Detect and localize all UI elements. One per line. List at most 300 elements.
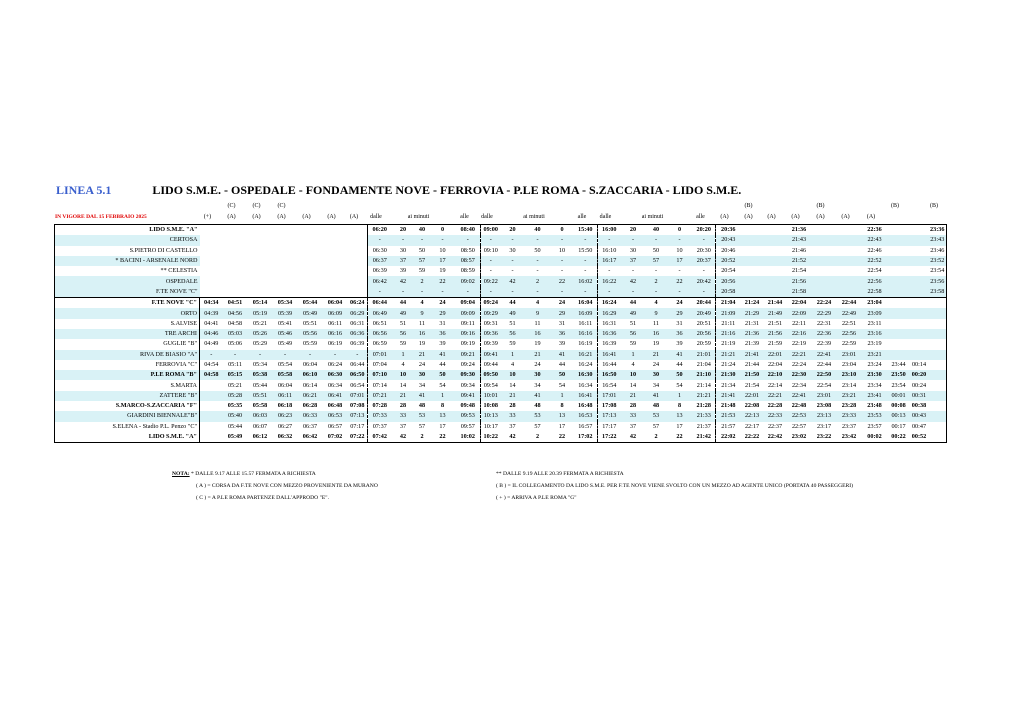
time-cell: 44 (501, 298, 525, 309)
station-name: * BACINI - ARSENALE NORD (55, 256, 200, 266)
time-cell: 22:41 (787, 391, 812, 401)
time-cell: 21:52 (787, 256, 812, 266)
time-cell: 22:01 (764, 350, 787, 360)
time-cell (200, 287, 223, 298)
time-cell: - (678, 267, 681, 275)
time-cell: 59 (418, 267, 426, 275)
time-cell: 20 (399, 226, 407, 234)
time-cell: 06:53 (323, 411, 348, 421)
time-cell: 09:16 (456, 329, 481, 339)
time-cell: 09:31 (483, 319, 498, 327)
time-cell: 06:09 (323, 308, 348, 318)
time-cell: 22:53 (787, 411, 812, 421)
time-cell: 33 (621, 411, 646, 421)
time-cell (200, 235, 223, 245)
table-row (55, 287, 947, 298)
time-cell: 06:11 (273, 391, 298, 401)
time-cell: 07:17 (348, 422, 368, 432)
time-cell: 22 (551, 276, 574, 286)
time-cell: 22:44 (837, 298, 862, 309)
time-cell: 09:22 (481, 276, 501, 286)
time-cell: 44 (558, 361, 566, 368)
time-cell: 16:54 (602, 381, 617, 389)
time-cell: 57 (646, 256, 667, 266)
time-cell: 24 (418, 361, 426, 368)
time-cell: 06:24 (327, 361, 343, 368)
time-cell: 07:28 (372, 402, 387, 410)
time-cell: 29 (430, 308, 456, 318)
time-cell: - (481, 287, 501, 298)
time-cell: 07:04 (372, 361, 387, 368)
time-cell: 21:41 (741, 350, 764, 360)
time-cell (910, 329, 929, 339)
time-cell: 06:56 (368, 329, 392, 339)
time-cell (200, 225, 223, 236)
time-cell: 05:29 (252, 340, 268, 348)
column-header: (B) (891, 203, 899, 209)
time-cell: 09:54 (483, 381, 498, 389)
time-cell: - (598, 287, 621, 298)
time-cell: 22:46 (867, 246, 882, 254)
line-number: LINEA 5.1 (56, 183, 112, 197)
time-cell: 09:24 (481, 298, 501, 309)
time-cell: 06:57 (327, 422, 343, 430)
time-cell: 06:50 (348, 370, 368, 380)
time-cell: 56 (501, 329, 525, 339)
station-name: ** CELESTIA (160, 267, 198, 275)
station-name: ZATTERE "B" (55, 391, 200, 401)
time-cell (248, 266, 273, 276)
time-cell: 05:11 (228, 361, 242, 368)
time-cell: 21:53 (716, 411, 741, 421)
time-cell: 10 (439, 246, 446, 254)
time-cell: 17:01 (598, 391, 621, 401)
time-cell: 21:36 (741, 329, 764, 339)
time-cell (910, 287, 929, 298)
validity-date: IN VIGORE DAL 15 FEBBRAIO 2025 (55, 214, 147, 220)
time-cell (812, 276, 837, 286)
time-cell: 00:22 (891, 433, 906, 441)
time-cell: 07:01 (368, 350, 392, 360)
time-cell: 07:13 (348, 411, 368, 421)
time-cell: - (654, 267, 658, 275)
time-cell (741, 266, 764, 276)
time-cell: 10:22 (483, 433, 498, 441)
time-cell (929, 319, 947, 329)
time-cell: 44 (392, 298, 415, 309)
time-cell: 17 (439, 422, 446, 430)
time-cell (348, 266, 368, 276)
time-cell: 23:48 (867, 402, 882, 410)
time-cell: 23:34 (867, 381, 882, 389)
time-cell: 22 (439, 433, 446, 441)
time-cell: 42 (629, 433, 637, 441)
time-cell (764, 276, 787, 286)
time-cell: 31 (558, 319, 566, 327)
time-cell: 1 (667, 391, 693, 401)
time-cell: 57 (652, 422, 660, 430)
time-cell: 1 (392, 350, 415, 360)
note-a: ( A ) = CORSA DA F.TE NOVE CON MEZZO PROVENIENTE DA MURANO (196, 483, 378, 489)
time-cell: 10 (676, 246, 683, 254)
time-cell: 09:10 (483, 246, 498, 254)
time-cell: 23:44 (891, 361, 906, 368)
table-row (55, 339, 947, 349)
time-cell: 06:39 (368, 266, 392, 276)
time-cell: - (223, 350, 248, 360)
time-cell (348, 287, 368, 298)
time-cell: 05:21 (252, 319, 268, 327)
time-cell: 24 (667, 298, 693, 309)
time-cell: 22:39 (816, 340, 832, 348)
time-cell: 51 (629, 319, 637, 327)
column-header: (B) (930, 203, 938, 209)
time-cell: 22:28 (767, 402, 783, 410)
time-cell: 34 (418, 381, 426, 389)
time-cell: 06:04 (277, 381, 293, 389)
time-cell (273, 256, 298, 266)
time-cell: 00:47 (911, 422, 927, 430)
time-cell: 16:48 (574, 401, 598, 411)
time-cell: 16:31 (602, 319, 617, 327)
time-cell: 05:41 (277, 319, 293, 327)
time-cell: 21:50 (741, 370, 764, 380)
time-cell: 22:04 (767, 361, 783, 368)
time-cell: 08:40 (456, 225, 481, 236)
time-cell: - (646, 235, 667, 245)
time-cell: - (456, 235, 481, 245)
time-cell: 22 (558, 433, 566, 441)
time-cell: - (631, 267, 635, 275)
time-cell: 21:34 (721, 381, 736, 389)
time-cell: 21:14 (693, 380, 716, 390)
time-cell: 57 (415, 256, 430, 266)
column-header: (A) (252, 214, 261, 220)
time-cell: 23:54 (930, 267, 945, 275)
time-cell: - (525, 287, 551, 298)
time-cell: 14 (399, 381, 407, 389)
time-cell: 23:43 (929, 235, 947, 245)
time-cell (888, 298, 910, 309)
time-cell (812, 235, 837, 245)
column-header: alle (696, 214, 705, 220)
time-cell (200, 266, 223, 276)
time-cell: 22:37 (767, 422, 783, 430)
time-cell: 22:36 (867, 226, 882, 234)
time-cell: 04:49 (200, 339, 223, 349)
table-row (55, 360, 947, 370)
time-cell: 21:41 (716, 391, 741, 401)
time-cell: 16 (415, 329, 430, 339)
time-cell: - (525, 256, 551, 266)
time-cell: 16:17 (598, 256, 621, 266)
table-row (55, 308, 947, 318)
time-cell: 21:30 (716, 370, 741, 380)
time-cell: 14 (509, 381, 516, 389)
time-cell: 21:37 (693, 422, 716, 432)
column-header: (B) (744, 203, 753, 209)
time-cell: 05:39 (273, 308, 298, 318)
column-header: dalle (370, 214, 382, 220)
time-cell: 21:46 (791, 246, 807, 254)
time-cell: - (430, 235, 456, 245)
time-cell: 06:07 (252, 422, 268, 430)
time-cell (348, 256, 368, 266)
time-cell: 05:58 (252, 402, 268, 410)
time-cell (298, 266, 323, 276)
time-cell (200, 422, 223, 432)
time-cell: 06:31 (348, 319, 368, 329)
time-cell: 24 (534, 361, 541, 368)
time-cell: - (501, 287, 525, 298)
table-row (55, 319, 947, 329)
time-cell: 31 (439, 319, 446, 327)
time-cell: 23:28 (841, 402, 857, 410)
time-cell: 09:53 (456, 411, 481, 421)
time-cell: 05:34 (273, 298, 298, 309)
time-cell (929, 432, 947, 443)
time-cell: 19 (534, 340, 541, 348)
time-cell (910, 246, 929, 256)
time-cell: 23:42 (841, 433, 857, 441)
time-cell: 37 (509, 422, 516, 430)
time-cell (888, 350, 910, 360)
time-cell: 21:54 (791, 267, 807, 275)
time-cell: 53 (646, 411, 667, 421)
time-cell: 21:10 (693, 370, 716, 380)
time-cell: 06:34 (327, 381, 343, 389)
time-cell (764, 235, 787, 245)
time-cell: 22:49 (837, 308, 862, 318)
note-double-star: ** DALLE 9.19 ALLE 20.39 FERMATA A RICHIESTA (496, 471, 624, 477)
station-name: S.PIETRO DI CASTELLO (129, 246, 198, 254)
time-cell: 23:21 (862, 350, 888, 360)
time-cell: 44 (676, 361, 683, 368)
table-row (55, 401, 947, 411)
time-cell (248, 235, 273, 245)
time-cell (223, 276, 248, 286)
column-header: (A) (277, 214, 286, 220)
time-cell (929, 350, 947, 360)
note-plus: ( + ) = ARRIVA A P.LE ROMA "G" (496, 495, 577, 501)
time-cell: 23:19 (867, 340, 882, 348)
time-cell: 06:51 (372, 319, 387, 327)
time-cell: 04:34 (200, 298, 223, 309)
time-cell: 22:16 (787, 329, 812, 339)
time-cell: 24 (551, 298, 574, 309)
time-cell: 07:02 (327, 433, 343, 441)
time-cell: 06:23 (273, 411, 298, 421)
time-cell: 23:08 (816, 402, 832, 410)
time-cell: 09:39 (483, 340, 498, 348)
time-cell: 00:38 (911, 402, 927, 410)
time-cell: 07:08 (348, 401, 368, 411)
time-cell: 49 (501, 308, 525, 318)
time-cell: 05:34 (252, 361, 268, 368)
time-cell: 16 (525, 329, 551, 339)
time-cell: 23:04 (862, 298, 888, 309)
time-cell (248, 225, 273, 236)
time-cell: 50 (667, 370, 693, 380)
time-cell: 09:48 (456, 401, 481, 411)
time-cell: 09:29 (481, 308, 501, 318)
time-cell: 20:51 (693, 319, 716, 329)
time-cell (323, 287, 348, 298)
time-cell: - (536, 267, 539, 275)
time-cell: 09:41 (481, 350, 501, 360)
time-cell: 9 (525, 308, 551, 318)
time-cell: 53 (415, 411, 430, 421)
time-cell: 59 (509, 340, 516, 348)
time-cell: - (667, 287, 693, 298)
time-cell: 23:17 (816, 422, 832, 430)
time-cell: 21:24 (741, 298, 764, 309)
time-cell: 21:44 (764, 298, 787, 309)
time-cell (223, 225, 248, 236)
column-header: (+) (203, 214, 212, 220)
table-row (55, 380, 947, 390)
time-cell: 41 (525, 391, 551, 401)
time-cell: 22:21 (787, 350, 812, 360)
time-cell: 29 (667, 308, 693, 318)
time-cell: 21:58 (787, 287, 812, 298)
time-cell: 16:21 (574, 350, 598, 360)
time-cell: 23:30 (862, 370, 888, 380)
time-cell (200, 391, 223, 401)
column-header: (A) (791, 214, 800, 220)
time-cell: 05:51 (248, 391, 273, 401)
time-cell: 06:27 (277, 422, 293, 430)
time-cell: 06:37 (368, 256, 392, 266)
time-cell: 23:02 (791, 433, 807, 441)
time-cell (223, 287, 248, 298)
time-cell: 00:24 (911, 381, 927, 389)
time-cell (323, 246, 348, 256)
time-cell: - (574, 256, 598, 266)
time-cell: 22:31 (816, 319, 832, 327)
time-cell: 21:54 (744, 381, 760, 389)
time-cell: 06:54 (348, 380, 368, 390)
table-row (55, 422, 947, 432)
time-cell: 9 (415, 308, 430, 318)
time-cell (348, 276, 368, 286)
time-cell (837, 246, 862, 256)
time-cell (910, 256, 929, 266)
column-header: dalle (599, 214, 612, 220)
timetable (54, 224, 947, 443)
time-cell (741, 235, 764, 245)
time-cell: 05:49 (277, 340, 293, 348)
time-cell (323, 276, 348, 286)
time-cell: 20:52 (716, 256, 741, 266)
time-cell: 14 (629, 381, 637, 389)
time-cell: 23:52 (929, 256, 947, 266)
time-cell (764, 246, 787, 256)
time-cell: 36 (551, 329, 574, 339)
time-cell: 41 (551, 350, 574, 360)
time-cell (888, 339, 910, 349)
time-cell (929, 308, 947, 318)
time-cell: 10:08 (483, 402, 498, 410)
time-cell: 17:22 (602, 433, 617, 441)
time-cell: - (693, 235, 716, 245)
time-cell (298, 256, 323, 266)
time-cell: 23:46 (930, 246, 945, 254)
time-cell (200, 380, 223, 390)
time-cell: 22:41 (812, 350, 837, 360)
time-cell: 23:37 (841, 422, 857, 430)
time-cell: 00:13 (888, 411, 910, 421)
time-cell: 10:02 (456, 432, 481, 443)
column-header: (A) (227, 214, 236, 220)
time-cell: 29 (551, 308, 574, 318)
time-cell: - (248, 350, 273, 360)
time-cell: 06:24 (348, 298, 368, 309)
time-cell: 21:57 (721, 422, 736, 430)
time-cell: 23:54 (891, 381, 906, 389)
time-cell (929, 380, 947, 390)
time-cell: 10 (558, 246, 566, 254)
station-name: FERROVIA "C" (155, 361, 197, 368)
time-cell: 05:38 (248, 370, 273, 380)
time-cell: 57 (418, 422, 426, 430)
time-cell: - (511, 267, 514, 275)
time-cell: - (368, 235, 392, 245)
time-cell: 20:30 (693, 246, 716, 256)
time-cell: 23:33 (837, 411, 862, 421)
time-cell: 06:37 (302, 422, 318, 430)
time-cell: 30 (399, 246, 407, 254)
time-cell: 22:08 (744, 402, 760, 410)
time-cell: 16:50 (598, 370, 621, 380)
time-cell: 30 (629, 246, 637, 254)
time-cell: 50 (418, 246, 426, 254)
time-cell: 17:02 (574, 432, 598, 443)
time-cell (812, 246, 837, 256)
time-cell: 21:56 (787, 276, 812, 286)
column-header: (C) (227, 203, 236, 209)
time-cell: 22 (667, 276, 693, 286)
time-cell: 21 (501, 391, 525, 401)
time-cell: 21:24 (721, 361, 736, 368)
time-cell: - (551, 235, 574, 245)
time-cell: 21:48 (721, 402, 736, 410)
time-cell (348, 246, 368, 256)
time-cell: 22:24 (812, 298, 837, 309)
time-cell: 05:19 (248, 308, 273, 318)
time-cell: 21:59 (767, 340, 783, 348)
time-cell: 16:24 (598, 298, 621, 309)
time-cell (273, 276, 298, 286)
time-cell: 17:08 (602, 402, 617, 410)
time-cell: - (574, 266, 598, 276)
time-cell: 05:28 (223, 391, 248, 401)
column-header: ai minuti (523, 214, 545, 220)
time-cell: 22:09 (787, 308, 812, 318)
time-cell: - (489, 267, 492, 275)
time-cell: - (273, 350, 298, 360)
time-cell: 9 (646, 308, 667, 318)
time-cell (929, 411, 947, 421)
time-cell: 2 (646, 276, 667, 286)
time-cell (348, 225, 368, 236)
time-cell (248, 246, 273, 256)
time-cell: 22:44 (816, 361, 832, 368)
time-cell: 22:19 (791, 340, 807, 348)
time-cell: 24 (652, 361, 660, 368)
time-cell: 23:56 (929, 276, 947, 286)
time-cell: 2 (535, 433, 540, 441)
